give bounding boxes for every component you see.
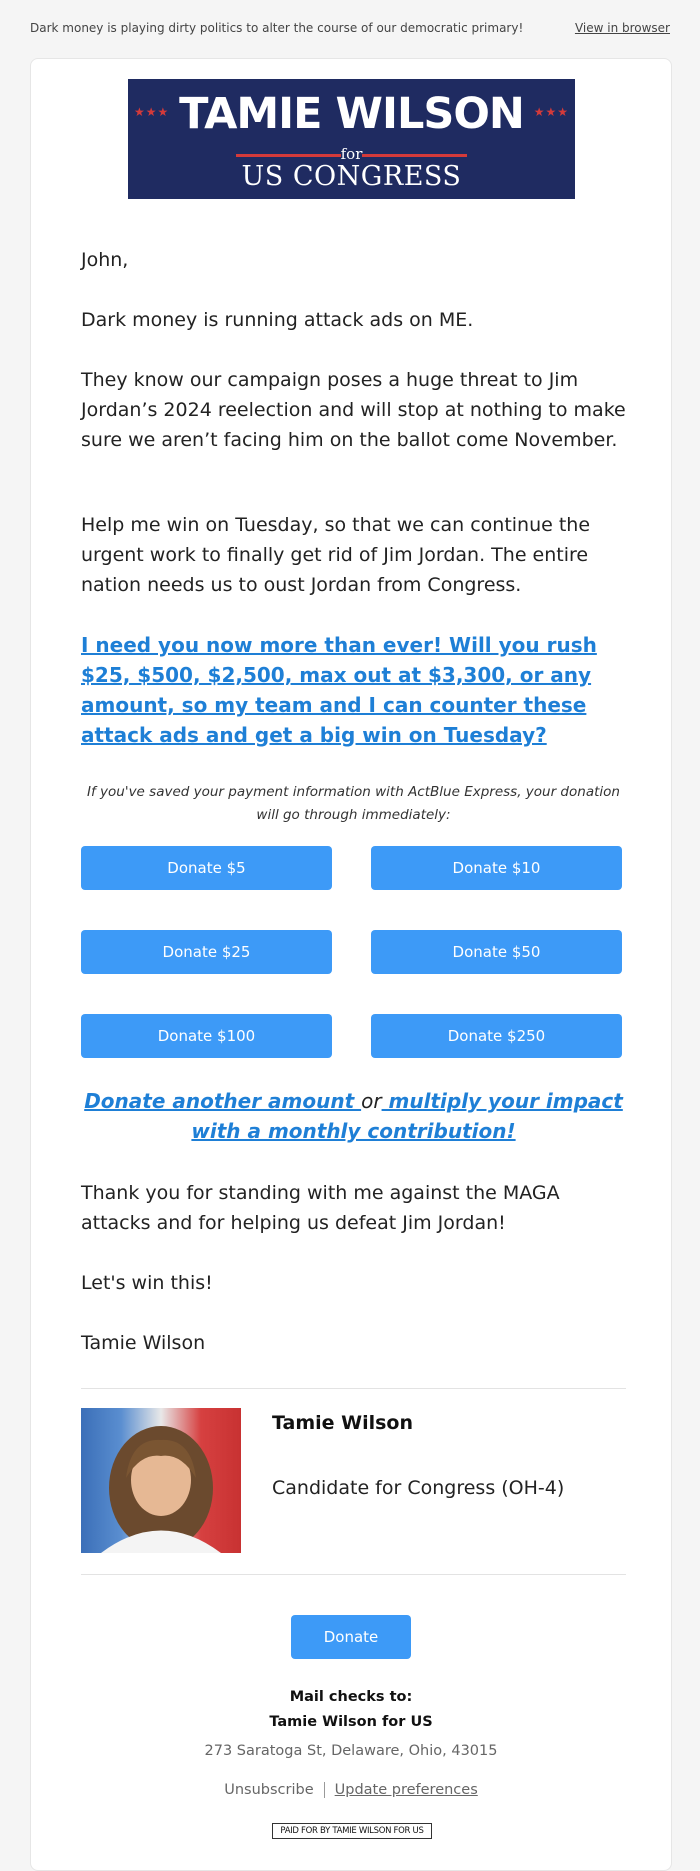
unsubscribe-link[interactable]: Unsubscribe (224, 1782, 314, 1798)
divider-bottom (81, 1574, 626, 1575)
banner-office: US CONGRESS (241, 161, 462, 192)
campaign-banner-logo (128, 79, 575, 199)
preheader (0, 0, 700, 56)
signoff: Tamie Wilson (81, 1332, 206, 1354)
paragraph-1: Dark money is running attack ads on ME. (81, 309, 474, 331)
email-card (30, 58, 672, 1871)
candidate-photo (81, 1408, 241, 1553)
mail-checks-label: Mail checks to: (289, 1689, 413, 1705)
or-text: or (361, 1089, 382, 1113)
payee-name: Tamie Wilson for US (269, 1714, 433, 1730)
stars-left-icon: ★★★ (134, 105, 170, 119)
banner-for: for (340, 145, 363, 163)
signature-name: Tamie Wilson (272, 1412, 414, 1434)
donate-another-amount-link[interactable]: Donate another amount (84, 1089, 362, 1113)
footer-donate-button[interactable]: Donate (291, 1615, 411, 1659)
preheader-text: Dark money is playing dirty politics to alter the course of our democratic primary! (30, 21, 524, 35)
stars-right-icon: ★★★ (533, 105, 569, 119)
other-amount-line (81, 1086, 626, 1146)
greeting: John, (81, 249, 129, 271)
monthly-contribution-link[interactable]: multiply your impact with a monthly contribution! (191, 1089, 623, 1143)
thanks-paragraph: Thank you for standing with me against the MAGA attacks and for helping us defeat Jim Jordan! (81, 1182, 560, 1234)
banner-name: TAMIE WILSON (179, 89, 524, 139)
paid-for-disclaimer: PAID FOR BY TAMIE WILSON FOR US (272, 1823, 432, 1839)
update-preferences-link[interactable]: Update preferences (334, 1782, 478, 1798)
mailing-address: 273 Saratoga St, Delaware, Ohio, 43015 (204, 1743, 498, 1759)
footer-links (31, 1782, 671, 1798)
donate-50-button[interactable]: Donate $50 (371, 930, 622, 974)
donate-250-button[interactable]: Donate $250 (371, 1014, 622, 1058)
donate-5-button[interactable]: Donate $5 (81, 846, 332, 890)
paragraph-3: Help me win on Tuesday, so that we can continue the urgent work to finally get rid of Jim Jordan. The entire nation needs us to oust Jordan from Congress. (81, 514, 591, 596)
divider-top (81, 1388, 626, 1389)
link-separator (324, 1782, 325, 1798)
actblue-note: If you've saved your payment information with ActBlue Express, your donation will go through immediately: (87, 784, 620, 823)
signature-title: Candidate for Congress (OH-4) (272, 1477, 565, 1499)
donate-100-button[interactable]: Donate $100 (81, 1014, 332, 1058)
cta-donate-link[interactable]: I need you now more than ever! Will you rush $25, $500, $2,500, max out at $3,300, or any amount, so my team and I can counter these attack ads and get a big win on Tuesday? (81, 633, 597, 747)
view-in-browser-link[interactable]: View in browser (574, 21, 670, 35)
paragraph-2: They know our campaign poses a huge threat to Jim Jordan’s 2024 reelection and will stop at nothing to make sure we aren’t facing him on the ballot come November. (81, 369, 626, 451)
candidate-portrait-icon (81, 1408, 241, 1553)
lets-win: Let's win this! (81, 1272, 213, 1294)
donate-10-button[interactable]: Donate $10 (371, 846, 622, 890)
donate-25-button[interactable]: Donate $25 (81, 930, 332, 974)
